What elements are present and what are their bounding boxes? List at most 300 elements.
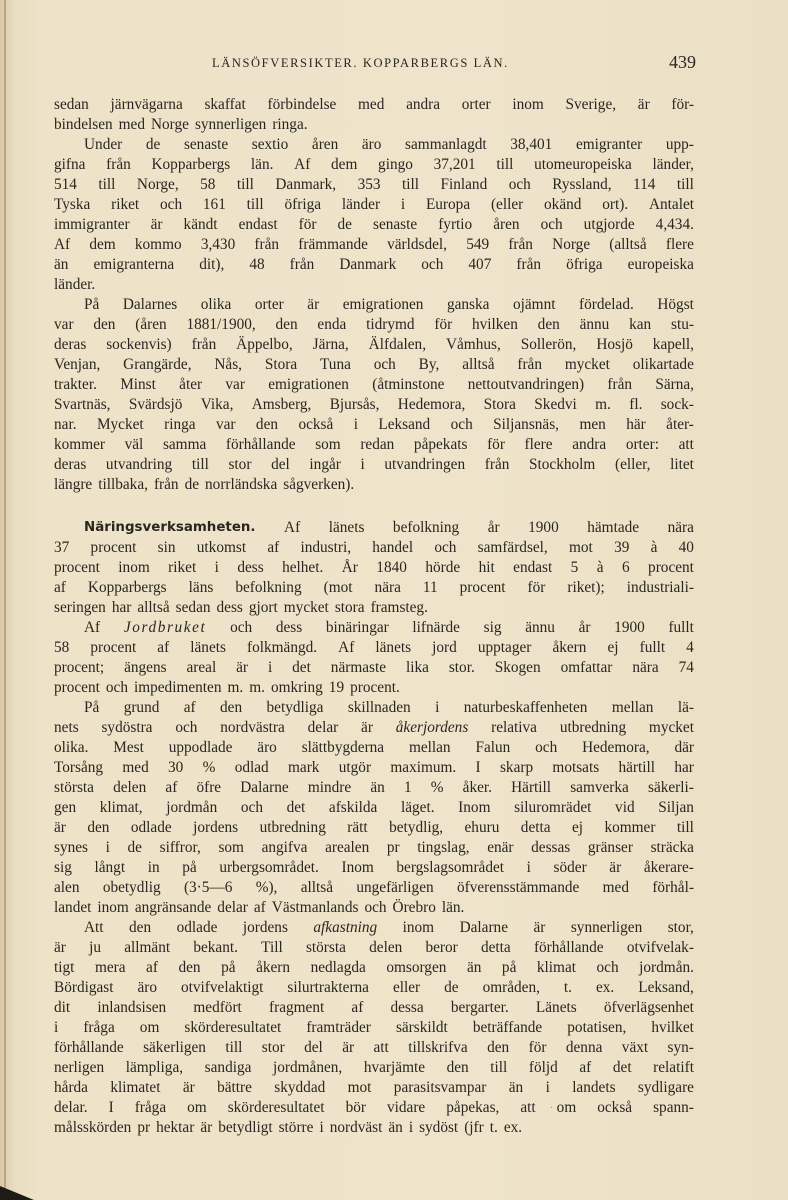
word: maximum. (390, 759, 457, 776)
word: som (315, 436, 341, 453)
word: var (54, 316, 74, 333)
word: del (304, 1039, 323, 1056)
word: klimat, (99, 799, 143, 816)
word: utvandring (105, 456, 173, 473)
word: länder, (652, 156, 694, 173)
word: förhållande (225, 436, 296, 453)
word: hårda (54, 1079, 88, 1096)
text-line (54, 215, 694, 235)
word: fl. (629, 396, 643, 413)
word: Af (338, 639, 355, 656)
word: påpekas, (446, 1099, 500, 1116)
word: inom (402, 919, 435, 936)
word: Hosjö (596, 336, 633, 353)
word: är (342, 1039, 355, 1056)
word: är (609, 859, 622, 876)
word: Norge (150, 116, 189, 133)
word: alltså (137, 599, 170, 616)
word: åter (179, 376, 203, 393)
word: (åtminstone (372, 376, 445, 393)
word: ganska (446, 296, 490, 313)
text-line (54, 698, 694, 718)
word: är (54, 939, 66, 956)
word: om (139, 1019, 160, 1036)
word: deras (54, 456, 87, 473)
word: den (93, 316, 116, 333)
word: växt (621, 1039, 649, 1056)
word: (åren (135, 316, 167, 333)
word: Siljan (658, 799, 694, 816)
word: bindelsen (54, 116, 113, 133)
word: odlade (176, 919, 218, 936)
page-spine-edge (4, 0, 6, 1200)
text-line (54, 798, 694, 818)
word: påpekats (413, 436, 468, 453)
word: klimat (536, 959, 576, 976)
word: Svärdsjö (128, 396, 183, 413)
word: procent; (54, 659, 105, 676)
word: åker. (462, 779, 492, 796)
text-line (54, 435, 694, 455)
word: ringa. (272, 116, 308, 133)
word: Kopparbergs (151, 156, 231, 173)
word: sågverken). (283, 476, 355, 493)
word: det (292, 659, 311, 676)
word: (3·5—6 (183, 879, 233, 896)
word: dem (89, 236, 116, 253)
word: mycket (648, 719, 694, 736)
emphasized-word: åkerjordens (395, 719, 469, 736)
word: den (129, 919, 152, 936)
text-line (54, 255, 694, 275)
word: områden, (482, 979, 540, 996)
word: från (191, 336, 217, 353)
word: förhållande (54, 1039, 124, 1056)
word: (eller, (614, 456, 651, 473)
word: ännu (525, 619, 555, 636)
word: flere (665, 236, 694, 253)
word: lifnärde (412, 619, 460, 636)
word: kommer (604, 819, 656, 836)
word: motsats (552, 759, 600, 776)
word: i (545, 1079, 550, 1096)
word: emigrationen (268, 376, 349, 393)
word: angränsande (134, 899, 212, 916)
word: Af (54, 236, 71, 253)
word: äro (257, 739, 277, 756)
word: och (434, 539, 457, 556)
word: särskildt (395, 1019, 448, 1036)
word: läns (188, 579, 214, 596)
word: Danmark, (275, 176, 337, 193)
text-line (54, 475, 694, 495)
word: 1881/1900, (186, 316, 256, 333)
text-line (54, 878, 694, 898)
word: säkerligen (143, 1039, 206, 1056)
word: sin (157, 539, 176, 556)
word: 114 (633, 176, 656, 193)
word: Amsberg, (251, 396, 312, 413)
word: andra (406, 96, 441, 113)
word: län. (250, 156, 274, 173)
word: binäringar (325, 619, 389, 636)
word: 1900 (614, 619, 645, 636)
word: Torsång (54, 759, 104, 776)
word: är (361, 719, 373, 736)
emphasized-word: Jordbruket (123, 619, 207, 636)
text-line (54, 355, 694, 375)
word: den (487, 1039, 510, 1056)
word: afskilda (328, 799, 378, 816)
word: till (246, 196, 264, 213)
word: vid (615, 799, 635, 816)
word: 161 (202, 196, 226, 213)
word: I (108, 1099, 114, 1116)
word: åter- (666, 416, 694, 433)
word: jordmån. (639, 959, 694, 976)
page-corner-shadow (0, 1186, 34, 1200)
word: från (289, 256, 315, 273)
word: siffror, (159, 839, 201, 856)
word: jordens (242, 919, 288, 936)
word: 5 (570, 559, 579, 576)
word: 4,434. (655, 216, 694, 233)
word: delen (113, 779, 147, 796)
word: sextio (251, 136, 289, 153)
word: beror (425, 939, 458, 956)
word: pr (386, 839, 400, 856)
word: samma (162, 436, 207, 453)
word: Af (84, 619, 101, 636)
word: är (533, 919, 546, 936)
word: från (484, 456, 510, 473)
word: af (267, 539, 280, 556)
word: Äppelbo, (236, 336, 293, 353)
word: eller (392, 979, 421, 996)
word: från (508, 236, 533, 253)
word: gränser (587, 839, 633, 856)
text-line (54, 998, 694, 1018)
word: 407 (468, 256, 492, 273)
word: säkerli- (648, 779, 694, 796)
word: också (298, 416, 334, 433)
word: inom (97, 899, 129, 916)
word: litet (670, 456, 694, 473)
margin-speck: · (550, 1103, 554, 1114)
word: det (612, 1059, 632, 1076)
word: ej (571, 819, 584, 836)
word: Hedemora, (582, 739, 650, 756)
word: Falun (475, 739, 511, 756)
section-gap (54, 495, 694, 518)
word: upp- (665, 136, 694, 153)
word: ju (89, 939, 102, 956)
word: procent (90, 539, 137, 556)
word: % (430, 779, 444, 796)
word: Mycket (96, 416, 144, 433)
word: senaste (183, 136, 229, 153)
text-line (54, 195, 694, 215)
text-line (54, 838, 694, 858)
word: 58 (54, 639, 70, 656)
word: obetydlig (102, 879, 161, 896)
word: är (150, 216, 163, 233)
word: Tyska (54, 196, 91, 213)
text-line (54, 155, 694, 175)
word: på (221, 959, 236, 976)
word: lä- (677, 699, 694, 716)
text-line (54, 958, 694, 978)
word: till (402, 176, 420, 193)
text-line (54, 598, 694, 618)
text-line (54, 678, 694, 698)
word: de (337, 216, 352, 233)
word: öfre (196, 779, 222, 796)
text-line (54, 938, 694, 958)
word: Sverige, (565, 96, 617, 113)
word: riket); (567, 579, 605, 596)
word: än (466, 959, 482, 976)
word: hörde (425, 559, 461, 576)
word: procent (54, 559, 100, 576)
word: jordmånen, (273, 1059, 343, 1076)
word: olika. (54, 739, 89, 756)
word: olika (200, 296, 232, 313)
text-line (54, 335, 694, 355)
word: Skogen (494, 659, 541, 676)
word: järnvägarna (110, 96, 183, 113)
word: t. (489, 1119, 498, 1136)
word: mot (347, 1079, 372, 1096)
word: äro (361, 136, 382, 153)
word: bergarter. (450, 999, 509, 1016)
word: ex. (595, 979, 615, 996)
word: främmande (298, 236, 368, 253)
word: sydligare (637, 1079, 694, 1096)
text-line (54, 1038, 694, 1058)
word: Hedemora, (397, 396, 466, 413)
word: jordens (193, 819, 239, 836)
text-line (54, 538, 694, 558)
word: Leksand, (638, 979, 694, 996)
word: detta (520, 819, 551, 836)
word: betydligt (218, 1119, 273, 1136)
word: ännu (579, 316, 610, 333)
word: och (160, 196, 183, 213)
word: mark (288, 759, 320, 776)
word: närmaste (330, 659, 387, 676)
word: med (118, 116, 145, 133)
word: orter (254, 296, 284, 313)
word: kan (629, 316, 652, 333)
word: 1 (403, 779, 412, 796)
word: den (255, 416, 279, 433)
word: öfverlägsenhet (603, 999, 694, 1016)
word: ehuru (464, 819, 500, 836)
word: och (240, 799, 263, 816)
word: åren (311, 136, 339, 153)
word: 40 (678, 539, 694, 556)
text-line (54, 918, 694, 938)
word: hvarjämte (363, 1059, 426, 1076)
word: sandiga (204, 1059, 252, 1076)
word: europeiska (627, 256, 694, 273)
word: dess (216, 599, 243, 616)
word: landets (572, 1079, 616, 1096)
word: emigranter (575, 136, 643, 153)
word: grund (123, 699, 160, 716)
word: jord (432, 639, 457, 656)
text-line (54, 778, 694, 798)
word: dess (275, 619, 303, 636)
word: de (444, 979, 459, 996)
word: in (147, 859, 160, 876)
word: 58 (200, 176, 216, 193)
word: à (650, 539, 658, 556)
word: af (54, 579, 66, 596)
word: ingår (309, 456, 341, 473)
word: 39 (614, 539, 630, 556)
word: ängens (124, 659, 167, 676)
word: I (475, 759, 481, 776)
word: flere (524, 436, 553, 453)
word: vidare (387, 1099, 426, 1116)
word: gifna (54, 156, 86, 173)
word: otvifvelak- (626, 939, 694, 956)
word: Europa (425, 196, 471, 213)
word: och (105, 679, 128, 696)
word: Inom (458, 799, 491, 816)
word: gen (54, 799, 77, 816)
word: ej (607, 639, 619, 656)
word: för (528, 1039, 547, 1056)
word: Mest (113, 739, 144, 756)
word: öfriga (566, 256, 603, 273)
word: förhål- (652, 879, 694, 896)
word: 74 (678, 659, 694, 676)
word: 1840 (376, 559, 407, 576)
word: 11 (422, 579, 438, 596)
word: inlandsisen (97, 999, 167, 1016)
word: nets (54, 719, 79, 736)
word: senaste (373, 216, 418, 233)
text-line (54, 275, 694, 295)
word: enda (317, 316, 347, 333)
word: till (490, 1059, 508, 1076)
word: i (319, 1119, 324, 1136)
word: den (446, 1059, 469, 1076)
word: med (122, 759, 149, 776)
word: sedan (54, 96, 89, 113)
word: redan (360, 436, 395, 453)
word: dessa (390, 999, 424, 1016)
word: tillbaka, (98, 476, 148, 493)
word: Grangärde, (123, 356, 192, 373)
word: till (98, 176, 116, 193)
word: utgör (338, 759, 372, 776)
word: befolkning (235, 579, 302, 596)
word: bekant. (193, 939, 238, 956)
word: m. (227, 679, 244, 696)
word: tingslag, (417, 839, 470, 856)
word: åkerare- (643, 859, 694, 876)
word: omkring (270, 679, 323, 696)
word: nar. (54, 416, 77, 433)
word: fragment (269, 999, 325, 1016)
word: Stora (483, 396, 516, 413)
word: synnerligen (194, 116, 267, 133)
word: Svartnäs, (54, 396, 111, 413)
word: är (200, 1119, 213, 1136)
word: m. (595, 396, 611, 413)
word: det (286, 799, 306, 816)
word: dit), (199, 256, 225, 273)
text-line (54, 1118, 694, 1138)
word: delar (307, 719, 339, 736)
word: Nås, (214, 356, 242, 373)
text-line (54, 618, 694, 638)
word: 37,201 (433, 156, 476, 173)
word: pr (137, 1119, 151, 1136)
word: gingo (378, 156, 413, 173)
word: härtill (618, 759, 656, 776)
word: Järna, (312, 336, 349, 353)
word: stor, (667, 919, 694, 936)
word: och (175, 719, 198, 736)
word: de (184, 476, 200, 493)
word: arealen (325, 839, 370, 856)
text-line (54, 95, 694, 115)
word: Sollerön, (520, 336, 577, 353)
word: öfriga (284, 196, 322, 213)
word: fråga (83, 1019, 115, 1036)
word: detta (480, 939, 511, 956)
word: länets (375, 639, 412, 656)
word: delar (217, 899, 248, 916)
word: af (351, 999, 364, 1016)
word: och (421, 256, 444, 273)
word: angifva (261, 839, 308, 856)
word: Till (261, 939, 283, 956)
text-line (54, 858, 694, 878)
word: än (508, 1079, 524, 1096)
word: nära (632, 659, 659, 676)
word: kapell, (652, 336, 694, 353)
word: för (434, 316, 453, 333)
word: potatisen, (567, 1019, 627, 1036)
word: samverka (570, 779, 629, 796)
word: samfärdsel, (477, 539, 548, 556)
word: alltså (462, 356, 495, 373)
word: kommo (134, 236, 182, 253)
word: från (517, 356, 542, 373)
word: stor (228, 456, 252, 473)
word: stor (261, 1039, 285, 1056)
word: handel (372, 539, 414, 556)
word: från (607, 376, 633, 393)
word: har (111, 599, 132, 616)
word: omfattar (560, 659, 613, 676)
word: från (106, 156, 131, 173)
word: Bördigast (54, 979, 114, 996)
word: skaffat (204, 96, 246, 113)
word: Dalarne (459, 919, 508, 936)
word: betydlig, (389, 819, 444, 836)
word: Särna, (655, 376, 694, 393)
word: By, (418, 356, 440, 373)
word: Dalarne (240, 779, 289, 796)
word: utbredning (259, 819, 326, 836)
